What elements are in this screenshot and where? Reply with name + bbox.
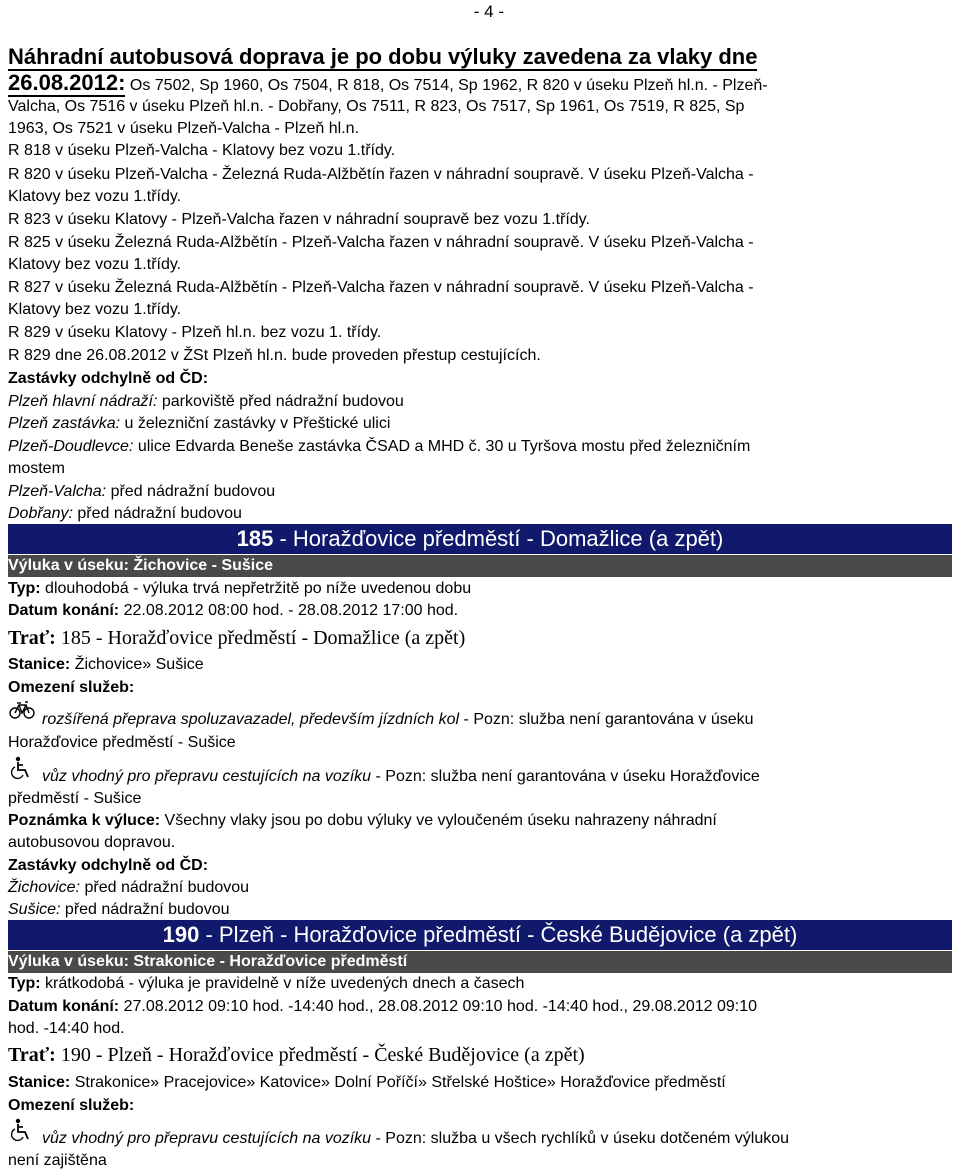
intro-line: 1963, Os 7521 v úseku Plzeň-Valcha - Plzeň hl.n.: [8, 120, 360, 137]
wheelchair-icon: [8, 756, 34, 780]
stop-item: Sušice: před nádražní budovou: [8, 901, 230, 918]
datum-190-cont: hod. -14:40 hod.: [8, 1020, 125, 1037]
vyluka-185: Výluka v úseku: Žichovice - Sušice: [8, 555, 952, 577]
datum-185: Datum konání: 22.08.2012 08:00 hod. - 28.08.2012 17:00 hod.: [8, 602, 459, 619]
wheelchair-icon: [8, 1118, 34, 1142]
stop-item: Plzeň-Doudlevce: ulice Edvarda Beneše zastávka ČSAD a MHD č. 30 u Tyršova mostu před železničním: [8, 438, 751, 455]
intro-line: R 827 v úseku Železná Ruda-Alžbětín - Plzeň-Valcha řazen v náhradní soupravě. V úseku Plzeň-Valcha -: [8, 279, 754, 296]
stops-heading: Zastávky odchylně od ČD:: [8, 370, 209, 387]
bicycle-icon: [8, 698, 36, 720]
intro-line: R 818 v úseku Plzeň-Valcha - Klatovy bez vozu 1.třídy.: [8, 142, 396, 159]
typ-185: Typ: dlouhodobá - výluka trvá nepřetržitě po níže uvedenou dobu: [8, 580, 472, 597]
trat-185: Trať: 185 - Horažďovice předměstí - Domažlice (a zpět): [8, 627, 466, 649]
page-number: - 4 -: [473, 2, 504, 21]
wheelchair-note: vůz vhodný pro přepravu cestujících na vozíku - Pozn: služba není garantována v úseku Horažďovice: [42, 768, 760, 785]
bike-note: rozšířená přeprava spoluzavazadel, především jízdních kol - Pozn: služba není garantována v úseku: [42, 711, 754, 728]
intro-line: Valcha, Os 7516 v úseku Plzeň hl.n. - Dobřany, Os 7511, R 823, Os 7517, Sp 1961, Os 7519, R 825, Sp: [8, 98, 745, 115]
intro-line: Klatovy bez vozu 1.třídy.: [8, 188, 182, 205]
stop-item: Plzeň-Valcha: před nádražní budovou: [8, 483, 276, 500]
stanice-190: Stanice: Strakonice» Pracejovice» Katovice» Dolní Poříčí» Střelské Hoštice» Horažďovice předměstí: [8, 1074, 726, 1091]
omezeni-185: Omezení služeb:: [8, 679, 135, 696]
intro-line: R 825 v úseku Železná Ruda-Alžbětín - Plzeň-Valcha řazen v náhradní soupravě. V úseku Plzeň-Valcha -: [8, 234, 754, 251]
stop-item: Plzeň zastávka: u železniční zastávky v Přeštické ulici: [8, 415, 391, 432]
pozn-185: Poznámka k výluce: Všechny vlaky jsou po dobu výluky ve vyloučeném úseku nahrazeny náhradní: [8, 812, 717, 829]
stops-heading-185: Zastávky odchylně od ČD:: [8, 857, 209, 874]
datum-190: Datum konání: 27.08.2012 09:10 hod. -14:40 hod., 28.08.2012 09:10 hod. -14:40 hod., 29.08.2012 09:10: [8, 998, 758, 1015]
line-185-header: 185 - Horažďovice předměstí - Domažlice (a zpět): [8, 524, 952, 554]
stanice-185: Stanice: Žichovice» Sušice: [8, 656, 204, 673]
stop-item: Plzeň hlavní nádraží: parkoviště před nádražní budovou: [8, 393, 404, 410]
pozn-185-cont: autobusovou dopravou.: [8, 834, 176, 851]
heading-date: 26.08.2012:: [8, 70, 126, 95]
intro-line: Klatovy bez vozu 1.třídy.: [8, 301, 182, 318]
stop-item: Žichovice: před nádražní budovou: [8, 879, 250, 896]
bike-note-cont: Horažďovice předměstí - Sušice: [8, 734, 236, 751]
wheelchair-note: vůz vhodný pro přepravu cestujících na vozíku - Pozn: služba u všech rychlíků v úseku dotčeném výlukou: [42, 1130, 790, 1147]
intro-line: R 829 dne 26.08.2012 v ŽSt Plzeň hl.n. bude proveden přestup cestujících.: [8, 347, 541, 364]
stop-item: mostem: [8, 460, 65, 477]
heading-line2: 26.08.2012: Os 7502, Sp 1960, Os 7504, R 818, Os 7514, Sp 1962, R 820 v úseku Plzeň hl.n. - Plzeň-: [8, 70, 768, 95]
heading-line1: Náhradní autobusová doprava je po dobu výluky zavedena za vlaky dne: [8, 44, 758, 69]
wheelchair-note-cont: předměstí - Sušice: [8, 790, 142, 807]
intro-line: R 820 v úseku Plzeň-Valcha - Železná Ruda-Alžbětín řazen v náhradní soupravě. V úseku Plzeň-Valcha -: [8, 166, 754, 183]
vyluka-190: Výluka v úseku: Strakonice - Horažďovice předměstí: [8, 951, 952, 973]
trat-190: Trať: 190 - Plzeň - Horažďovice předměstí - České Budějovice (a zpět): [8, 1044, 585, 1066]
omezeni-190: Omezení služeb:: [8, 1097, 135, 1114]
intro-line: Klatovy bez vozu 1.třídy.: [8, 256, 182, 273]
stop-item: Dobřany: před nádražní budovou: [8, 505, 242, 522]
wheelchair-note-cont: není zajištěna: [8, 1152, 107, 1169]
line-190-header: 190 - Plzeň - Horažďovice předměstí - České Budějovice (a zpět): [8, 920, 952, 950]
intro-line: R 823 v úseku Klatovy - Plzeň-Valcha řazen v náhradní soupravě bez vozu 1.třídy.: [8, 211, 590, 228]
intro-line: R 829 v úseku Klatovy - Plzeň hl.n. bez vozu 1. třídy.: [8, 324, 382, 341]
typ-190: Typ: krátkodobá - výluka je pravidelně v níže uvedených dnech a časech: [8, 975, 525, 992]
